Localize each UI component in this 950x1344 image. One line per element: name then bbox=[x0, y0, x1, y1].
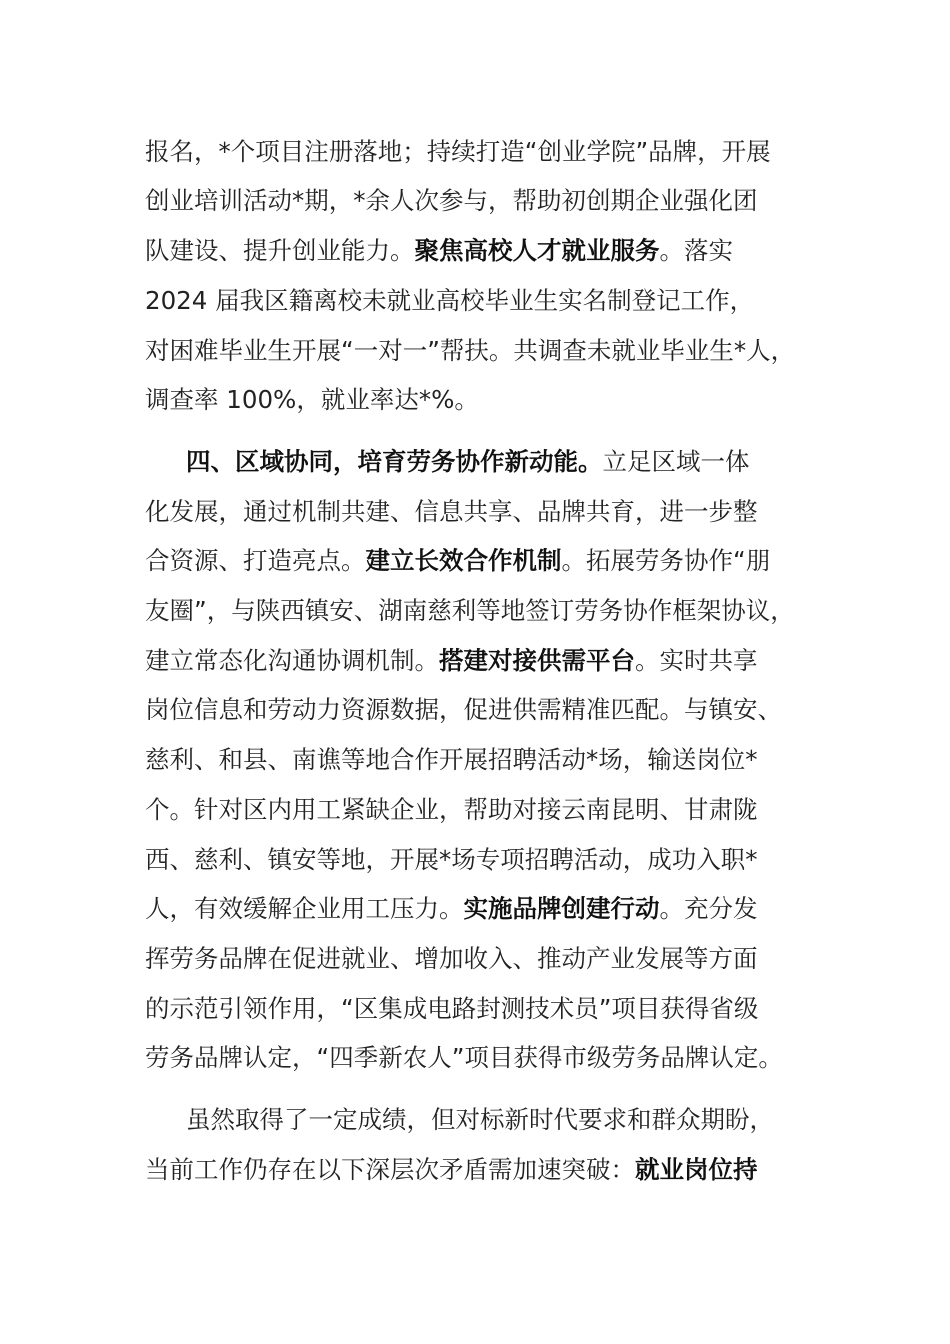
text-run: 对困难毕业生开展“一对一”帮扶。共调查未就业毕业生*人， bbox=[145, 336, 796, 365]
text-run: 。拓展劳务协作“朋 bbox=[561, 546, 771, 575]
text-line bbox=[145, 595, 845, 627]
text-run: 友圈”，与陕西镇安、湖南慈利等地签订劳务协作框架协议， bbox=[145, 596, 795, 625]
text-line bbox=[145, 1154, 845, 1186]
text-line bbox=[145, 136, 845, 168]
text-run: 创业培训活动*期，*余人次参与，帮助初创期企业强化团 bbox=[145, 186, 758, 215]
text-run: 的示范引领作用，“区集成电路封测技术员”项目获得省级 bbox=[145, 994, 759, 1023]
text-line bbox=[186, 446, 886, 478]
text-run: 慈利、和县、南谯等地合作开展招聘活动*场，输送岗位* bbox=[145, 745, 758, 774]
text-line bbox=[145, 844, 845, 876]
text-line bbox=[145, 335, 845, 367]
text-run: 队建设、提升创业能力。 bbox=[145, 236, 415, 265]
text-line bbox=[145, 645, 845, 677]
text-line bbox=[145, 545, 845, 577]
text-line bbox=[145, 285, 845, 317]
text-run: 。落实 bbox=[659, 236, 733, 265]
text-run: 岗位信息和劳动力资源数据，促进供需精准匹配。与镇安、 bbox=[145, 695, 782, 724]
text-line bbox=[145, 794, 845, 826]
text-line bbox=[186, 1104, 886, 1136]
bold-heading-run: 建立长效合作机制 bbox=[365, 546, 562, 575]
text-run: 合资源、打造亮点。 bbox=[145, 546, 366, 575]
text-run: 劳务品牌认定，“四季新农人”项目获得市级劳务品牌认定。 bbox=[145, 1043, 783, 1072]
text-line bbox=[145, 235, 845, 267]
text-run: 挥劳务品牌在促进就业、增加收入、推动产业发展等方面 bbox=[145, 944, 758, 973]
bold-heading-run: 就业岗位持 bbox=[635, 1155, 758, 1184]
text-run: 报名，*个项目注册落地；持续打造“创业学院”品牌，开展 bbox=[145, 137, 771, 166]
text-run: 立足区域一体 bbox=[602, 447, 750, 476]
text-run: 化发展，通过机制共建、信息共享、品牌共育，进一步整 bbox=[145, 497, 758, 526]
text-run: 2024 届我区籍离校未就业高校毕业生实名制登记工作， bbox=[145, 286, 755, 315]
text-run: 西、慈利、镇安等地，开展*场专项招聘活动，成功入职* bbox=[145, 845, 758, 874]
text-run: 虽然取得了一定成绩，但对标新时代要求和群众期盼， bbox=[186, 1105, 774, 1134]
text-line bbox=[145, 943, 845, 975]
bold-heading-run: 实施品牌创建行动 bbox=[463, 894, 660, 923]
text-run: 。充分发 bbox=[659, 894, 758, 923]
text-line bbox=[145, 744, 845, 776]
text-line bbox=[145, 1042, 845, 1074]
text-run: 调查率 100%，就业率达*%。 bbox=[145, 385, 479, 414]
text-line bbox=[145, 496, 845, 528]
bold-heading-run: 搭建对接供需平台 bbox=[439, 646, 635, 675]
text-run: 个。针对区内用工紧缺企业，帮助对接云南昆明、甘肃陇 bbox=[145, 795, 758, 824]
text-run: 建立常态化沟通协调机制。 bbox=[145, 646, 439, 675]
text-line bbox=[145, 384, 845, 416]
text-line bbox=[145, 694, 845, 726]
text-run: 人，有效缓解企业用工压力。 bbox=[145, 894, 464, 923]
text-run: 。实时共享 bbox=[635, 646, 758, 675]
text-run: 当前工作仍存在以下深层次矛盾需加速突破： bbox=[145, 1155, 635, 1184]
section-heading: 四、区域协同，培育劳务协作新动能。 bbox=[186, 447, 603, 476]
text-line bbox=[145, 185, 845, 217]
text-line bbox=[145, 893, 845, 925]
bold-heading-run: 聚焦高校人才就业服务 bbox=[414, 236, 660, 265]
text-line bbox=[145, 993, 845, 1025]
